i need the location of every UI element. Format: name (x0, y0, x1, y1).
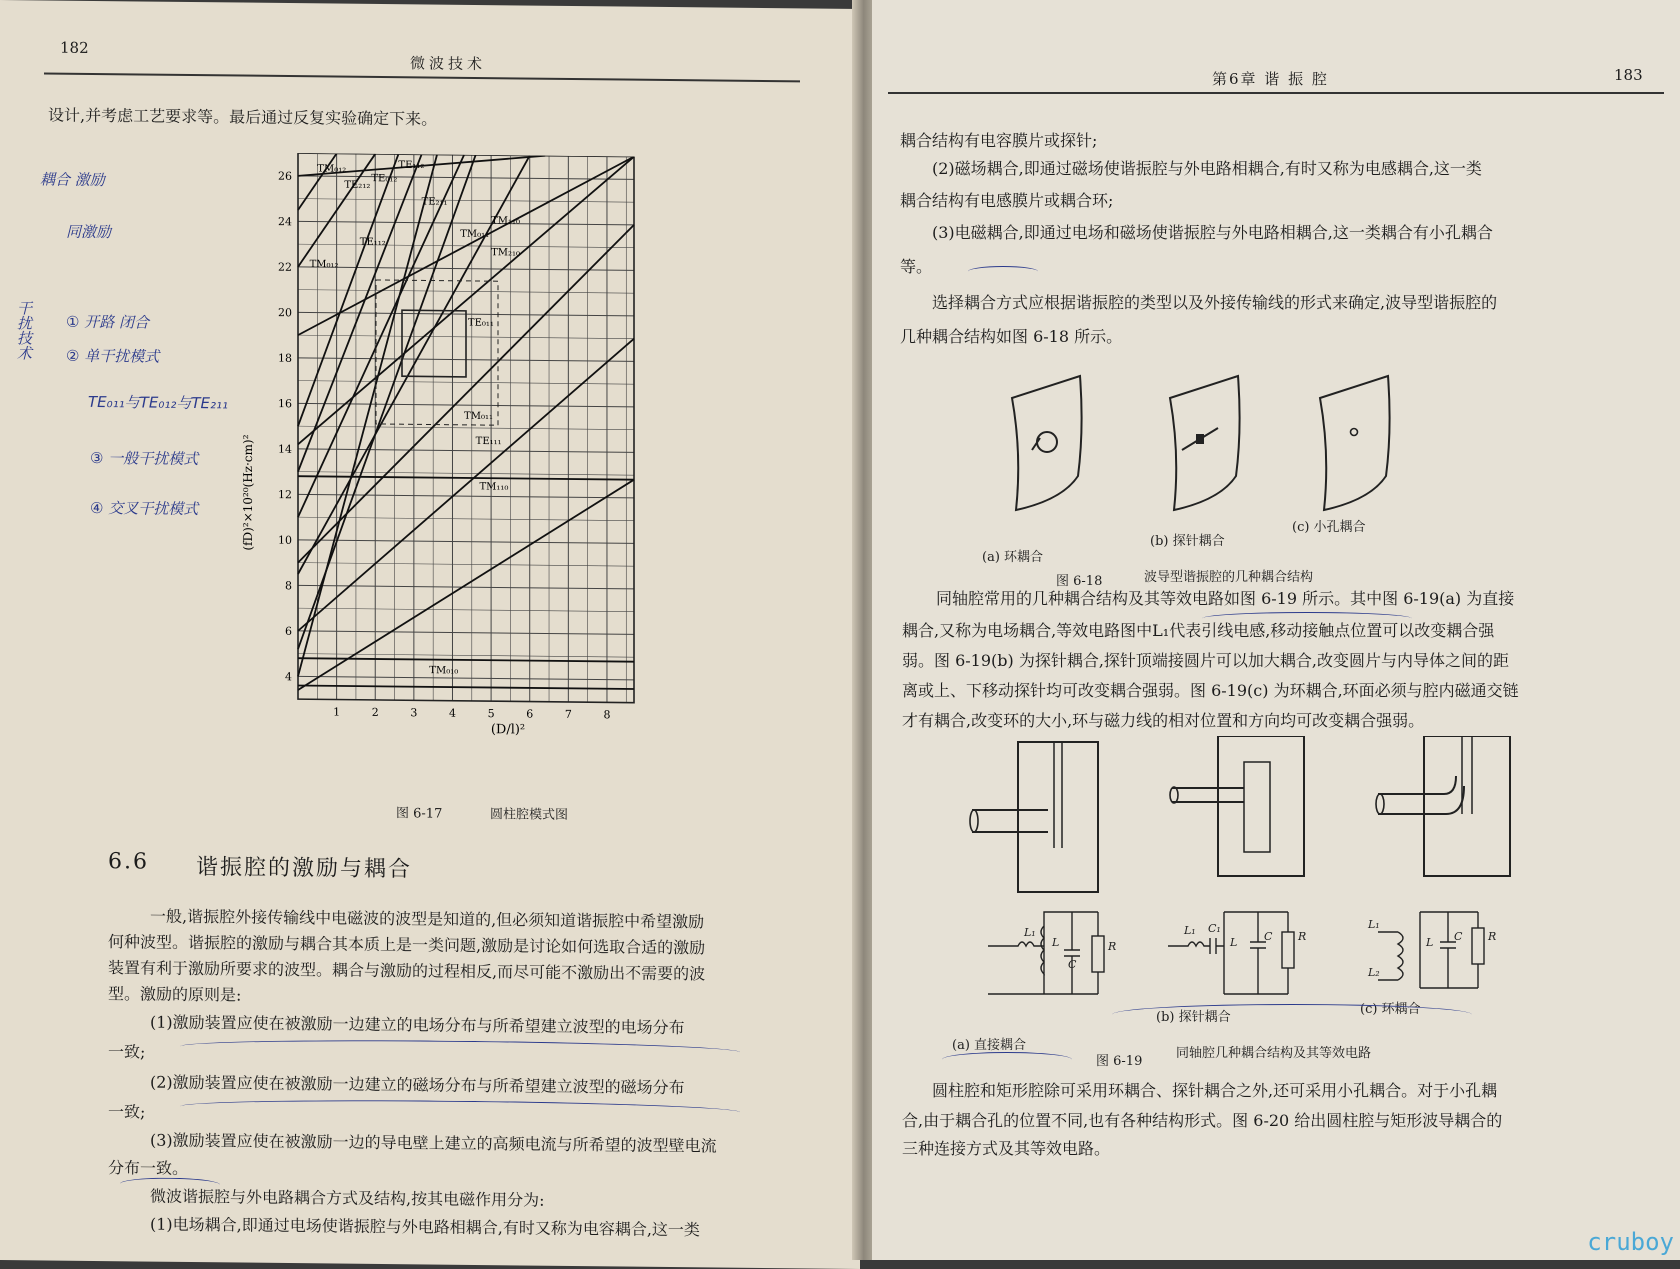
mode-label: TE₁₁₁ (475, 435, 502, 448)
mode-chart (230, 152, 700, 797)
paragraph-line: 装置有利于激励所要求的波型。耦合与激励的过程相反,而尽可能不激励出不需要的波 (108, 958, 706, 984)
x-tick-label: 7 (564, 707, 572, 721)
paragraph-line: 耦合结构有电感膜片或耦合环; (900, 191, 1114, 210)
paragraph-line: 一般,谐振腔外接传输线中电磁波的波型是知道的,但必须知道谐振腔中希望激励 (150, 906, 705, 932)
mode-label: TE₁₁₂ (359, 236, 386, 249)
sub-caption: (b) 探针耦合 (1156, 1010, 1231, 1025)
svg-text:C: C (1264, 930, 1273, 943)
svg-text:L: L (1426, 936, 1434, 949)
paragraph-line: 等。 (900, 257, 933, 276)
paragraph-line: (3)电磁耦合,即通过电场和磁场使谐振腔与外电路相耦合,这一类耦合有小孔耦合 (932, 223, 1493, 242)
mode-label: TE₀₁₁ (467, 317, 494, 329)
mode-label: TM₀₁₂ (309, 258, 339, 271)
handwritten-note: ① 开路 闭合 (66, 312, 149, 332)
svg-text:L₁: L₁ (1024, 926, 1036, 939)
grid-line-h (298, 654, 634, 658)
mode-label: TM₀₁₀ (429, 665, 459, 677)
direct-coupling-structure (970, 742, 1098, 892)
svg-text:R: R (1488, 930, 1497, 943)
svg-text:L₁: L₁ (1368, 918, 1380, 931)
y-tick-label: 16 (278, 397, 292, 411)
paragraph-line: 型。激励的原则是: (108, 984, 242, 1005)
grid-line-h (298, 608, 634, 612)
grid-line-h (298, 517, 634, 521)
svg-text:L: L (1052, 936, 1060, 949)
right-page (872, 0, 1680, 1260)
plate-loop (1012, 376, 1082, 510)
handwritten-underline (180, 1038, 740, 1061)
plate-probe (1170, 376, 1240, 510)
figure-caption-text: 圆柱腔模式图 (490, 807, 569, 823)
tuning-box (402, 310, 466, 377)
paragraph-line: 一致; (108, 1102, 146, 1122)
paragraph-line: (3)激励装置应使在被激励一边的导电壁上建立的高频电流与所希望的波型壁电流 (150, 1130, 717, 1156)
x-tick-label: 2 (371, 705, 379, 719)
svg-text:R: R (1108, 940, 1117, 953)
mode-label: TE₀₁₂ (371, 173, 398, 185)
opening-line: 设计,并考虑工艺要求等。最后通过反复实验确定下来。 (48, 105, 438, 129)
x-tick-label: 4 (448, 706, 456, 720)
svg-text:L: L (1230, 936, 1238, 949)
figure-caption-number: 图 6-19 (1096, 1054, 1143, 1069)
paragraph-line: (1)激励装置应使在被激励一边建立的电场分布与所希望建立波型的电场分布 (150, 1012, 685, 1038)
x-tick-label: 6 (526, 707, 534, 721)
x-tick-label: 5 (487, 707, 495, 721)
y-tick-label: 22 (278, 260, 292, 274)
paragraph-line: 一致; (108, 1042, 146, 1062)
y-tick-label: 18 (278, 351, 292, 365)
y-tick-labels (278, 170, 292, 684)
header-rule (44, 72, 800, 82)
sub-caption: (a) 直接耦合 (952, 1038, 1027, 1053)
mode-label: TM₁₁₀ (479, 481, 509, 493)
grid-line-h (298, 449, 634, 453)
mode-line (298, 153, 437, 678)
section-title: 谐振腔的激励与耦合 (196, 855, 413, 883)
x-tick-labels (333, 705, 610, 721)
loop-coupling-structure (1376, 736, 1510, 876)
handwritten-underline (968, 266, 1038, 277)
paragraph-line: 微波谐振腔与外电路耦合方式及结构,按其电磁作用分为: (150, 1186, 545, 1210)
mode-line (298, 153, 464, 519)
paragraph-line: 分布一致。 (108, 1158, 189, 1178)
handwritten-note: ② 单干扰模式 (66, 346, 160, 366)
mode-label: TE₂₁₂ (344, 179, 371, 192)
probe-coupling-structure (1170, 736, 1304, 876)
paragraph-line: 几种耦合结构如图 6-18 所示。 (900, 327, 1123, 346)
handwritten-underline (180, 1098, 740, 1121)
handwritten-note: 干扰技术 (15, 300, 33, 361)
paragraph-line: 圆柱腔和矩形腔除可采用环耦合、探针耦合之外,还可采用小孔耦合。对于小孔耦 (932, 1081, 1498, 1100)
paragraph-line: (2)激励装置应使在被激励一边建立的磁场分布与所希望建立波型的磁场分布 (150, 1072, 685, 1098)
sub-caption: (a) 环耦合 (982, 550, 1044, 565)
paragraph-line: 才有耦合,改变环的大小,环与磁力线的相对位置和方向均可改变耦合强弱。 (902, 711, 1425, 730)
handwritten-underline (1112, 1004, 1472, 1025)
handwritten-note: 同激励 (66, 222, 112, 242)
svg-text:C: C (1068, 958, 1077, 971)
x-axis-label: (D/l)² (490, 722, 526, 738)
y-tick-label: 4 (285, 670, 292, 684)
handwritten-underline (1202, 612, 1412, 625)
paragraph-line: 选择耦合方式应根据谐振腔的类型以及外接传输线的形式来确定,波导型谐振腔的 (932, 293, 1498, 312)
y-tick-label: 8 (285, 579, 292, 593)
sub-caption: (b) 探针耦合 (1150, 534, 1225, 549)
svg-text:L₁: L₁ (1184, 924, 1196, 937)
grid-line-h (298, 563, 634, 567)
watermark: cruboy (1587, 1228, 1674, 1256)
mode-line (298, 476, 634, 480)
paragraph-line: 何种波型。谐振腔的激励与耦合其本质上是一类问题,激励是讨论如何选取合适的激励 (108, 932, 706, 958)
y-tick-label: 6 (285, 624, 292, 638)
mode-label: TM₁₁₀ (491, 215, 521, 227)
x-tick-label: 1 (333, 705, 341, 719)
mode-line (298, 685, 634, 689)
running-header-right: 第6章 谐 振 腔 (1212, 70, 1329, 88)
sub-caption: (c) 小孔耦合 (1292, 520, 1366, 535)
waveguide-coupling-figure (992, 370, 1552, 540)
grid-line-h (298, 631, 634, 635)
grid-line-h (298, 540, 634, 544)
y-tick-label: 12 (278, 488, 292, 502)
figure-caption-text: 同轴腔几种耦合结构及其等效电路 (1176, 1046, 1372, 1061)
mode-label: TM₀₁₁ (460, 228, 490, 241)
paragraph-line: (1)电场耦合,即通过电场使谐振腔与外电路相耦合,有时又称为电容耦合,这一类 (150, 1214, 700, 1240)
y-tick-label: 10 (278, 533, 292, 547)
loop-coupling-circuit (1378, 912, 1484, 988)
grid-line-h (298, 426, 634, 430)
figure-caption-number: 图 6-18 (1056, 574, 1103, 589)
figure-caption-number: 图 6-17 (396, 806, 443, 822)
header-rule (888, 92, 1664, 94)
plate-hole (1320, 376, 1390, 510)
mode-label: TE₂₁₁ (421, 196, 448, 208)
y-tick-label: 26 (278, 169, 292, 183)
mode-label: TM₀₁₂ (317, 163, 347, 175)
paragraph-line: 弱。图 6-19(b) 为探针耦合,探针顶端接圆片可以加大耦合,改变圆片与内导体之间的距 (902, 651, 1510, 670)
svg-text:C: C (1454, 930, 1463, 943)
figure-caption-text: 波导型谐振腔的几种耦合结构 (1144, 570, 1314, 585)
sub-caption: (c) 环耦合 (1360, 1002, 1421, 1017)
paragraph-line: 耦合,又称为电场耦合,等效电路图中L₁代表引线电感,移动接触点位置可以改变耦合强 (902, 621, 1495, 640)
svg-text:C₁: C₁ (1208, 922, 1221, 935)
grid-line-h (298, 676, 634, 680)
mode-label: TM₂₁₀ (491, 247, 521, 259)
y-tick-label: 14 (278, 442, 292, 456)
paragraph-line: 三种连接方式及其等效电路。 (902, 1139, 1111, 1158)
y-axis-label: (fD)²×10²⁰(Hz·cm)² (241, 434, 255, 551)
coax-coupling-figure (968, 736, 1568, 1026)
paragraph-line: 合,由于耦合孔的位置不同,也有各种结构形式。图 6-20 给出圆柱腔与矩形波导耦合的 (902, 1111, 1503, 1130)
x-tick-label: 8 (603, 708, 611, 722)
handwritten-note: TE₀₁₁与TE₀₁₂与TE₂₁₁ (88, 392, 229, 413)
mode-label: TE₁₁₂ (398, 159, 425, 172)
handwritten-underline (942, 1052, 1072, 1067)
running-header-left: 微波技术 (410, 54, 487, 74)
mode-label: TM₀₁₁ (464, 410, 494, 423)
page-number-right: 183 (1614, 66, 1643, 84)
svg-text:R: R (1298, 930, 1307, 943)
handwritten-note: 耦合 激励 (40, 170, 105, 190)
paragraph-line: 耦合结构有电容膜片或探针; (900, 131, 1098, 150)
page-number-left: 182 (60, 38, 89, 57)
x-tick-label: 3 (410, 706, 418, 720)
svg-text:L₂: L₂ (1368, 966, 1380, 979)
section-number: 6.6 (108, 849, 149, 875)
grid-line-h (298, 221, 634, 225)
direct-coupling-circuit (988, 912, 1104, 994)
handwritten-note: ④ 交叉干扰模式 (90, 498, 199, 519)
grid-line-h (298, 472, 634, 476)
grid-line-h (298, 494, 634, 498)
handwritten-underline (120, 1177, 220, 1191)
y-tick-label: 20 (278, 306, 292, 320)
paragraph-line: 同轴腔常用的几种耦合结构及其等效电路如图 6-19 所示。其中图 6-19(a) 为直接 (936, 589, 1515, 608)
mode-line (298, 221, 634, 566)
handwritten-note: ③ 一般干扰模式 (90, 448, 199, 469)
paragraph-line: 离或上、下移动探针均可改变耦合强弱。图 6-19(c) 为环耦合,环面必须与腔内磁通交链 (902, 681, 1519, 700)
paragraph-line: (2)磁场耦合,即通过磁场使谐振腔与外电路相耦合,有时又称为电感耦合,这一类 (932, 159, 1482, 178)
y-tick-label: 24 (278, 215, 292, 229)
